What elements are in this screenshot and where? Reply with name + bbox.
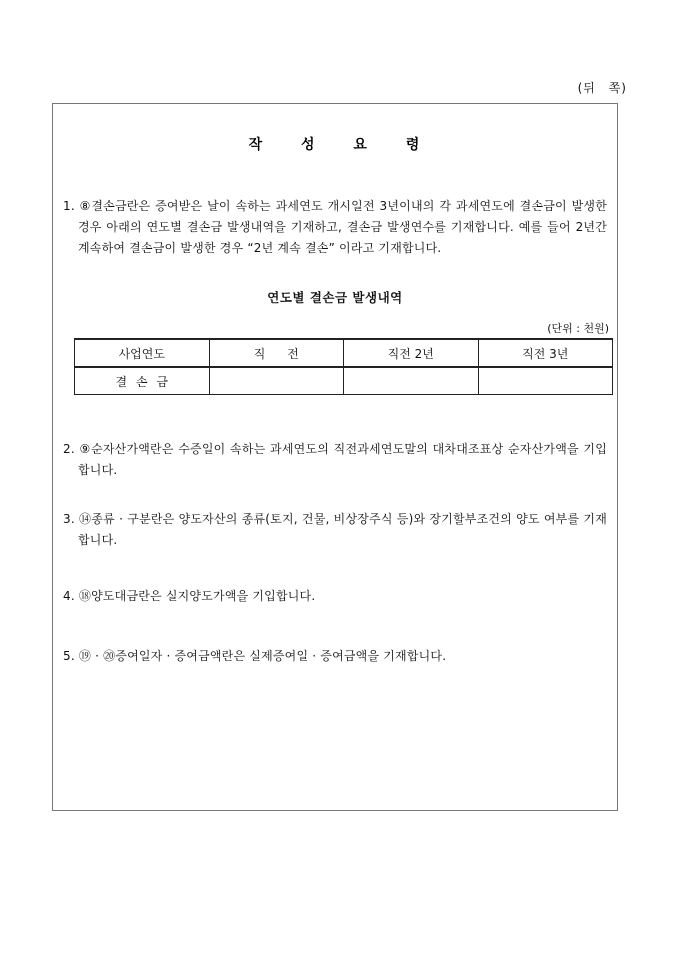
loss-table-title: 연도별 결손금 발생내역 (267, 290, 403, 305)
instruction-item-2: 2. ⑨순자산가액란은 수증일이 속하는 과세연도의 직전과세연도말의 대차대조표상 순자산가액을 기입합니다. (63, 442, 607, 477)
table-cell-loss-prev-3-years (478, 367, 613, 395)
col-header-prev-3-years: 직전 3년 (478, 339, 613, 367)
table-cell-loss-prev-year (209, 367, 344, 395)
form-title: 작 성 요 령 (248, 137, 422, 153)
table-cell-loss-prev-2-years (344, 367, 479, 395)
row-label-loss-amount: 결 손 금 (75, 367, 210, 395)
loss-history-table (74, 338, 613, 395)
unit-label: (단위 : 천원) (547, 322, 609, 335)
table-row (75, 367, 613, 395)
col-header-prev-year: 직 전 (209, 339, 344, 367)
col-header-prev-2-years: 직전 2년 (344, 339, 479, 367)
instruction-item-5: 5. ⑲ · ⑳증여일자 · 증여금액란은 실제증여일 · 증여금액을 기재합니다. (63, 649, 447, 663)
table-header-row (75, 339, 613, 367)
instruction-item-4: 4. ⑱양도대금란은 실지양도가액을 기입합니다. (63, 589, 316, 603)
instruction-item-1: 1. ⑧결손금란은 증여받은 날이 속하는 과세연도 개시일전 3년이내의 각 과세연도에 결손금이 발생한 경우 아래의 연도별 결손금 발생내역을 기재하고, 결손금 발생연수를 기재합니다. 예를 들어 2년간 계속하여 결손금이 발생한 경우 “2년 계속 결손” 이라고 기재합니다. (63, 199, 607, 255)
col-header-business-year: 사업연도 (75, 339, 210, 367)
page-side-label: (뒤 쪽) (577, 81, 627, 95)
instruction-item-3: 3. ⑭종류 · 구분란은 양도자산의 종류(토지, 건물, 비상장주식 등)와 장기할부조건의 양도 여부를 기재합니다. (63, 512, 607, 547)
form-box (52, 103, 618, 811)
